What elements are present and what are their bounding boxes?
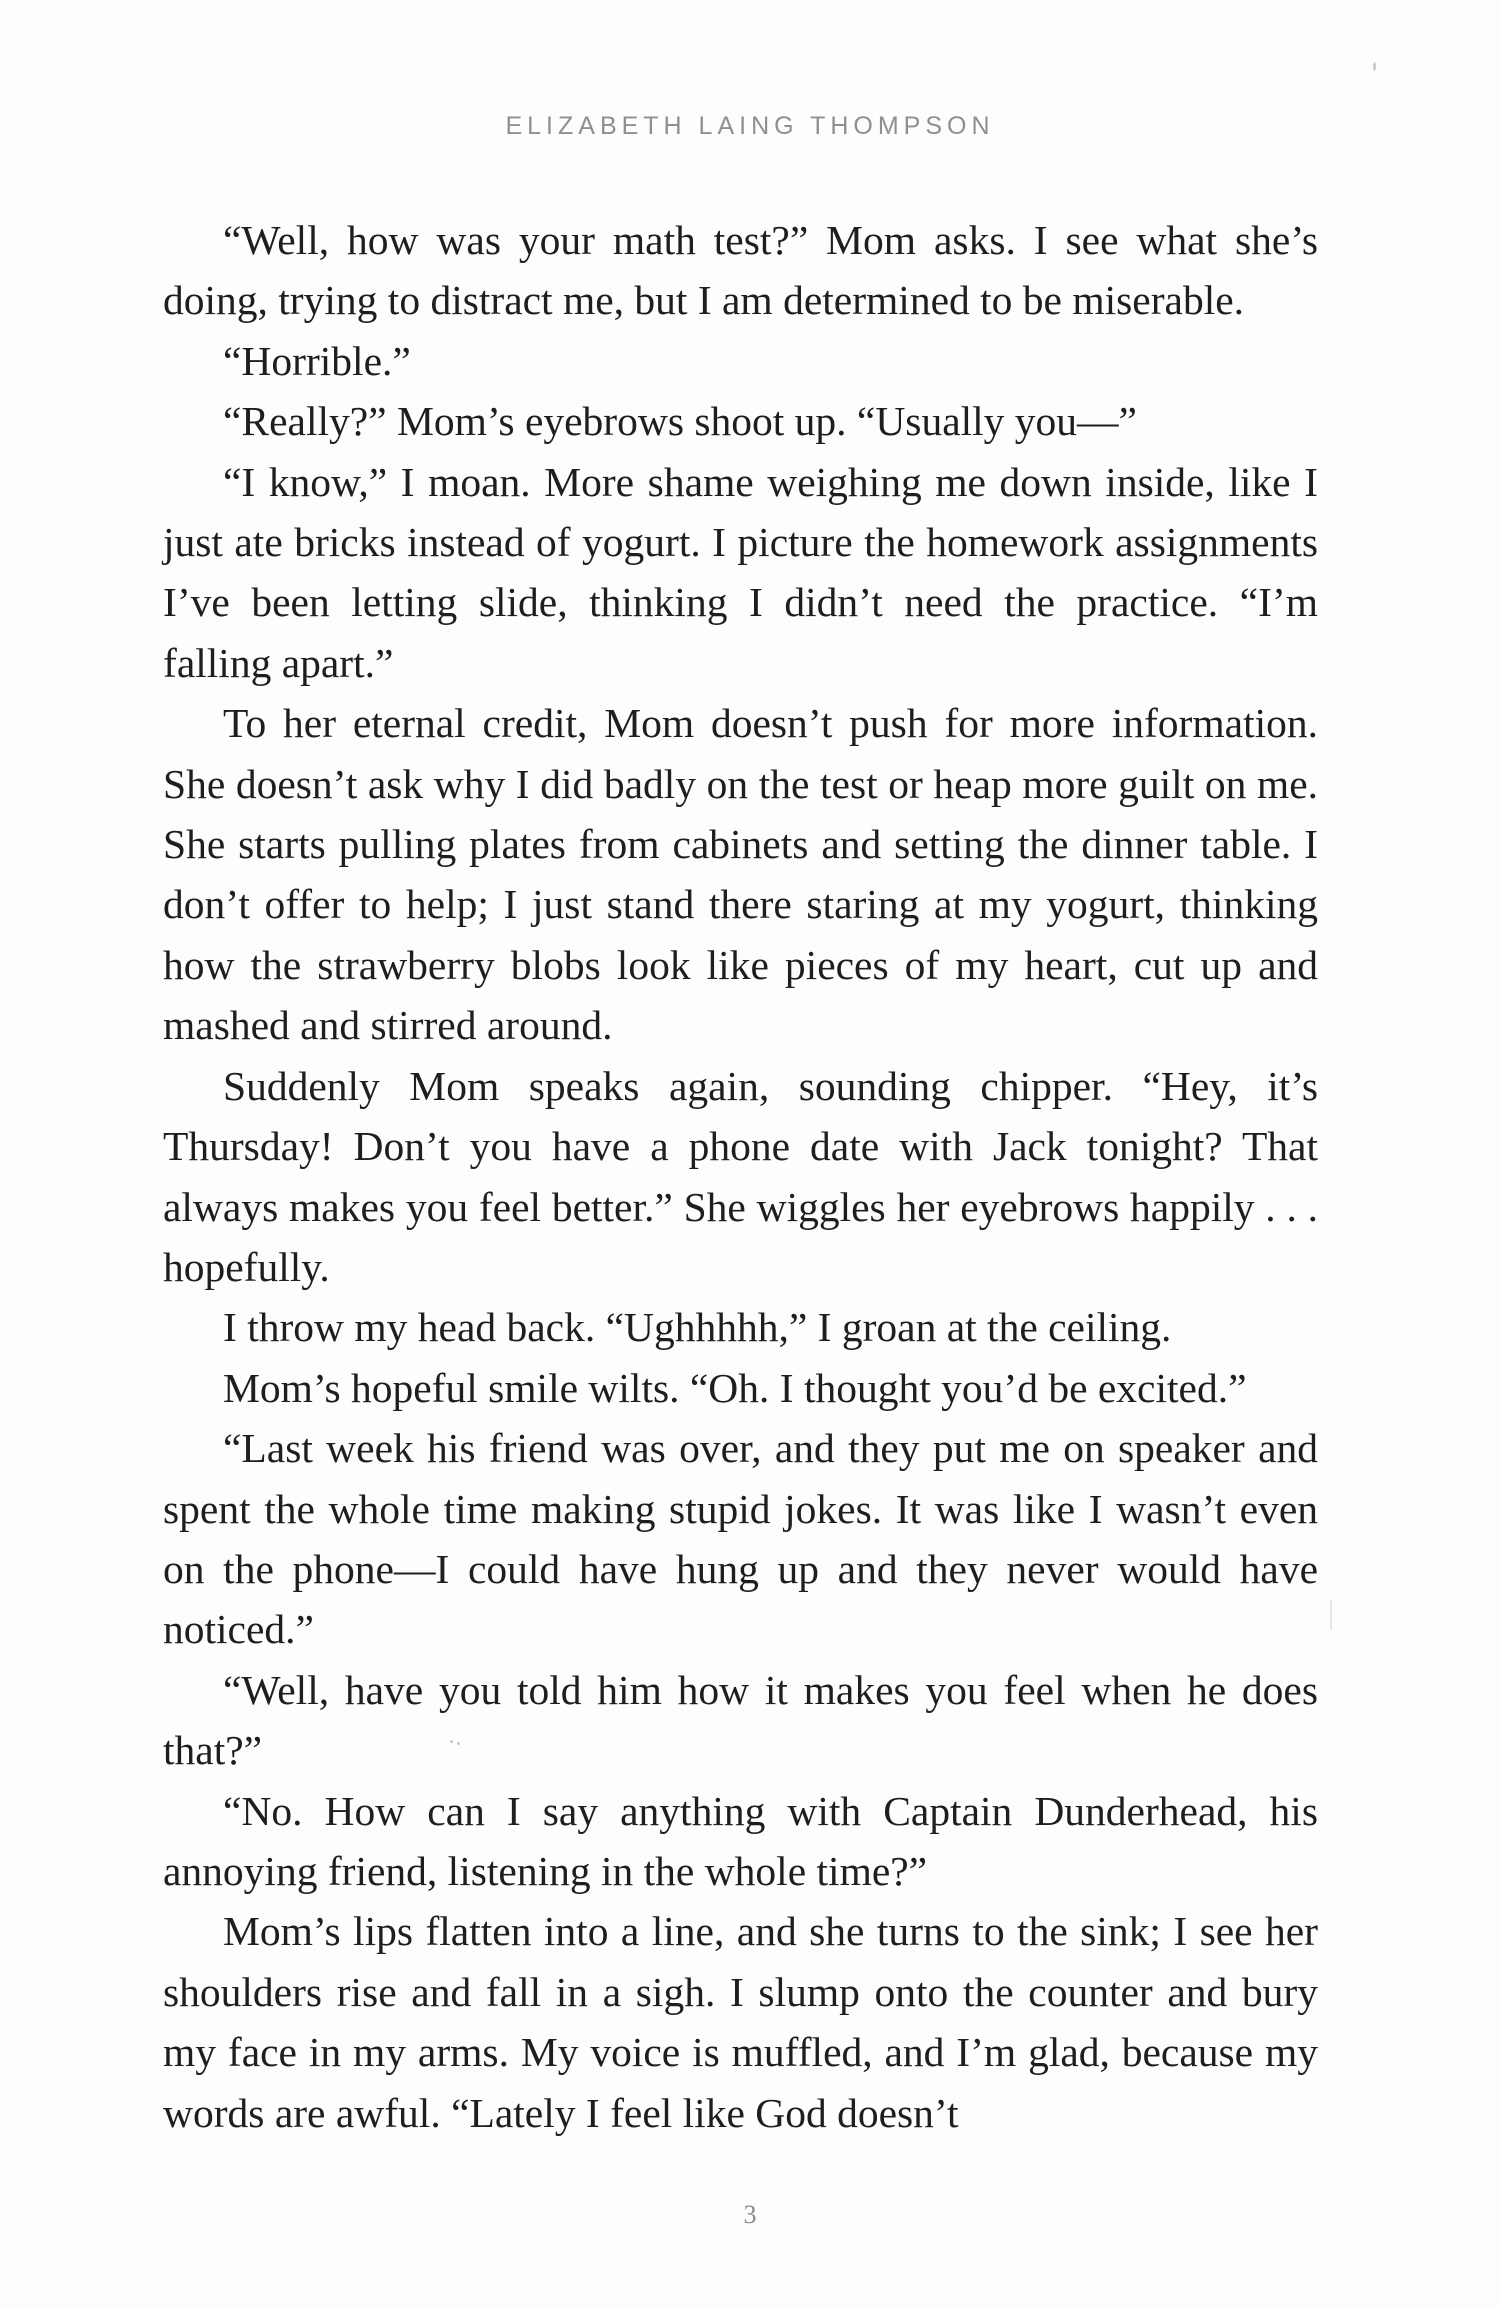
scan-speck [450,1740,453,1743]
paragraph: “Horrible.” [223,337,411,384]
page-number: 3 [743,2200,757,2229]
paragraph: Mom’s hopeful smile wilts. “Oh. I thought you’d be excited.” [223,1364,1247,1411]
paragraph: “Last week his friend was over, and they put me on speaker and spent the whole time making stupid jokes. It was like I wasn’t even on the phone—I could have hung up and they never would have noticed.” [163,1425,1318,1653]
scan-speck [1330,1600,1332,1630]
scan-speck [457,1742,460,1745]
paragraph: Mom’s lips flatten into a line, and she turns to the sink; I see her shoulders rise and fall in a sigh. I slump onto the counter and bury my face in my arms. My voice is muffled, and I’m glad, because my words are awful. “Lately I feel like God doesn’t [163,1908,1318,2136]
paragraph: I throw my head back. “Ughhhhh,” I groan at the ceiling. [223,1304,1172,1351]
paragraph: “I know,” I moan. More shame weighing me down inside, like I just ate bricks instead of yogurt. I picture the homework assignments I’ve been letting slide, thinking I didn’t need the practice. “I’m falling apart.” [163,458,1318,686]
scan-speck [1373,62,1376,71]
paragraph: “No. How can I say anything with Captain Dunderhead, his annoying friend, listening in the whole time?” [163,1787,1318,1894]
body-text [163,210,1318,2143]
paragraph: To her eternal credit, Mom doesn’t push for more information. She doesn’t ask why I did badly on the test or heap more guilt on me. She starts pulling plates from cabinets and setting the dinner table. I don’t offer to help; I just stand there staring at my yogurt, thinking how the strawberry blobs look like pieces of my heart, cut up and mashed and stirred around. [163,700,1318,1049]
paragraph: “Really?” Mom’s eyebrows shoot up. “Usually you—” [223,398,1137,445]
paragraph: Suddenly Mom speaks again, sounding chipper. “Hey, it’s Thursday! Don’t you have a phone date with Jack tonight? That always makes you feel better.” She wiggles her eyebrows happily . . . hopefully. [163,1062,1318,1290]
paragraph: “Well, have you told him how it makes you feel when he does that?” [163,1666,1318,1774]
running-head: ELIZABETH LAING THOMPSON [505,112,995,140]
paragraph: “Well, how was your math test?” Mom asks. I see what she’s doing, trying to distract me, but I am determined to be miserable. [163,217,1318,324]
